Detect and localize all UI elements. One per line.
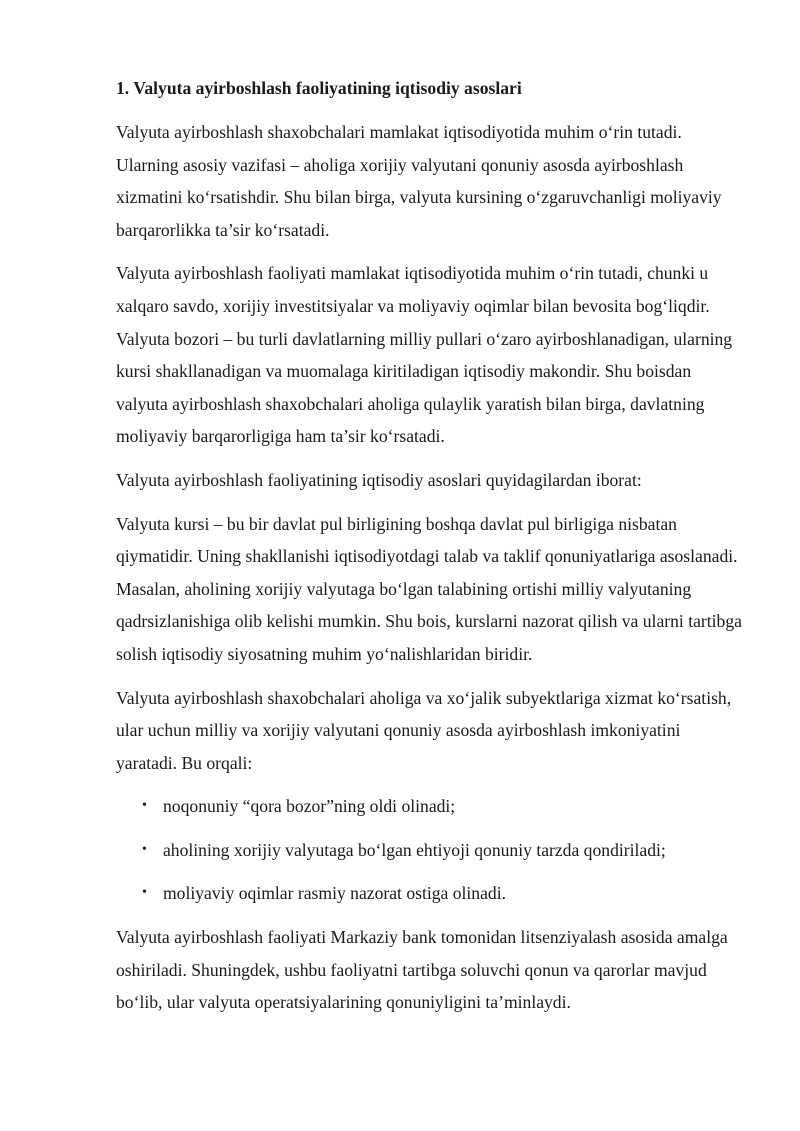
- list-item-text: moliyaviy oqimlar rasmiy nazorat ostiga olinadi.: [163, 883, 507, 904]
- document-page: [116, 72, 744, 1030]
- section-heading: 1. Valyuta ayirboshlash faoliyatining iqtisodiy asoslari: [116, 78, 522, 98]
- paragraph-1: Valyuta ayirboshlash shaxobchalari mamlakat iqtisodiyotida muhim o‘rin tutadi. Ularning asosiy vazifasi – aholiga xorijiy valyutani qonuniy asosda ayirboshlash xizmatini ko‘rsatishdir. Shu bilan birga, valyuta kursining o‘zgaruvchanligi moliyaviy barqarorlikka ta’sir ko‘rsatadi.: [116, 122, 722, 240]
- list-item: [116, 877, 744, 910]
- bullet-icon: •: [142, 798, 147, 814]
- paragraph-3: Valyuta ayirboshlash faoliyatining iqtisodiy asoslari quyidagilardan iborat:: [116, 469, 642, 490]
- list-item-text: noqonuniy “qora bozor”ning oldi olinadi;: [163, 796, 456, 817]
- list-item-text: aholining xorijiy valyutaga bo‘lgan ehtiyoji qonuniy tarzda qondiriladi;: [163, 839, 666, 860]
- bullet-list: [116, 790, 744, 910]
- list-item: [116, 790, 744, 823]
- paragraph-5: Valyuta ayirboshlash shaxobchalari aholiga va xo‘jalik subyektlariga xizmat ko‘rsatish, ular uchun milliy va xorijiy valyutani qonuniy asosda ayirboshlash imkoniyatini yaratadi. Bu orqali:: [116, 687, 732, 773]
- paragraph-4: Valyuta kursi – bu bir davlat pul birligining boshqa davlat pul birligiga nisbatan qiymatidir. Uning shakllanishi iqtisodiyotdagi talab va taklif qonuniyatlariga asoslanadi. Masalan, aholining xorijiy valyutaga bo‘lgan talabining ortishi milliy valyutaning qadrsizlanishiga olib kelishi mumkin. Shu bois, kurslarni nazorat qilish va ularni tartibga solish iqtisodiy siyosatning muhim yo‘nalishlaridan biridir.: [116, 513, 742, 664]
- paragraph-6: Valyuta ayirboshlash faoliyati Markaziy bank tomonidan litsenziyalash asosida amalga oshiriladi. Shuningdek, ushbu faoliyatni tartibga soluvchi qonun va qarorlar mavjud bo‘lib, ular valyuta operatsiyalarining qonuniyligini ta’minlaydi.: [116, 927, 728, 1013]
- list-item: [116, 834, 744, 867]
- bullet-icon: •: [142, 885, 147, 901]
- paragraph-2: Valyuta ayirboshlash faoliyati mamlakat iqtisodiyotida muhim o‘rin tutadi, chunki u xalqaro savdo, xorijiy investitsiyalar va moliyaviy oqimlar bilan bevosita bog‘liqdir. Valyuta bozori – bu turli davlatlarning milliy pullari o‘zaro ayirboshlanadigan, ularning kursi shakllanadigan va muomalaga kiritiladigan iqtisodiy makondir. Shu boisdan valyuta ayirboshlash shaxobchalari aholiga qulaylik yaratish bilan birga, davlatning moliyaviy barqarorligiga ham ta’sir ko‘rsatadi.: [116, 263, 733, 447]
- bullet-icon: •: [142, 841, 147, 857]
